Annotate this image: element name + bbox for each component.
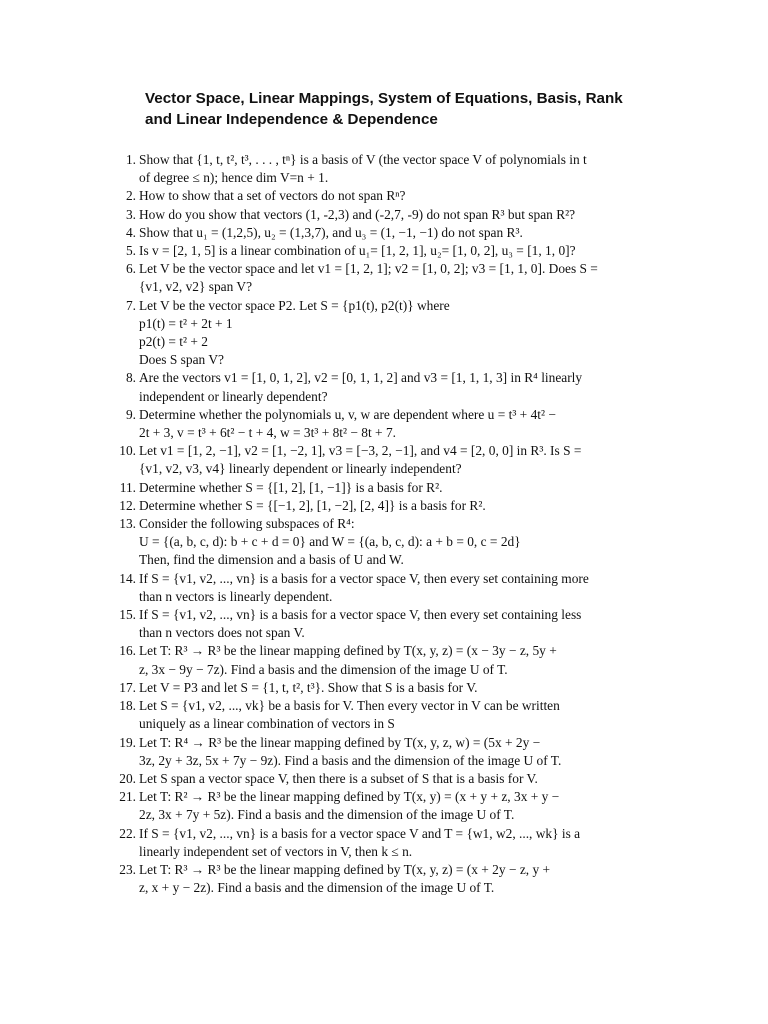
question-text-line: Let S = {v1, v2, ..., vk} be a basis for V. Then every vector in V can be written (139, 698, 560, 714)
title-line-1: Vector Space, Linear Mappings, System of Equations, Basis, Rank (145, 90, 623, 107)
question-number: 20. (119, 770, 136, 786)
question-text-line: Let V = P3 and let S = {1, t, t², t³}. Show that S is a basis for V. (139, 679, 478, 695)
question-item (114, 734, 678, 770)
question-item (114, 151, 678, 187)
question-text-line: Show that {1, t, t², t³, . . . , tⁿ} is a basis of V (the vector space V of polynomials in t (139, 152, 587, 167)
question-number: 2. (125, 188, 136, 204)
question-item (114, 187, 678, 205)
question-number: 7. (125, 297, 136, 313)
question-text-line: Let T: R² → R³ be the linear mapping defined by T(x, y) = (x + y + z, 3x + y − (139, 789, 560, 805)
question-item (114, 479, 678, 497)
question-text-line: 2t + 3, v = t³ + 6t² − t + 4, w = 3t³ + 8t² − 8t + 7. (139, 425, 396, 441)
question-item (114, 861, 678, 897)
question-text-line: p2(t) = t² + 2 (139, 334, 208, 350)
question-text-line: Let V be the vector space P2. Let S = {p1(t), p2(t)} where (139, 297, 450, 313)
question-text-line: Let S span a vector space V, then there is a subset of S that is a basis for V. (139, 770, 538, 786)
question-text-line: U = {(a, b, c, d): b + c + d = 0} and W = {(a, b, c, d): a + b = 0, c = 2d} (139, 534, 521, 550)
question-item (114, 297, 678, 370)
question-number: 11. (119, 479, 136, 495)
question-list (114, 151, 678, 897)
question-number: 10. (119, 443, 136, 459)
question-item (114, 825, 678, 861)
question-text-line: Let v1 = [1, 2, −1], v2 = [1, −2, 1], v3 = [−3, 2, −1], and v4 = [2, 0, 0] in R³. Is S = (139, 443, 582, 459)
question-item (114, 497, 678, 515)
question-number: 6. (125, 261, 136, 277)
question-item (114, 224, 678, 242)
question-number: 8. (125, 370, 136, 386)
question-text-line: Are the vectors v1 = [1, 0, 1, 2], v2 = [0, 1, 1, 2] and v3 = [1, 1, 1, 3] in R⁴ linearly (139, 370, 583, 386)
question-item (114, 642, 678, 678)
question-text-line: If S = {v1, v2, ..., vn} is a basis for a vector space V and T = {w1, w2, ..., wk} is a (139, 825, 581, 841)
question-text-line: uniquely as a linear combination of vectors in S (139, 716, 395, 732)
question-text-line: Does S span V? (139, 352, 224, 368)
question-item (114, 260, 678, 296)
question-number: 5. (125, 243, 136, 259)
question-text-line: z, 3x − 9y − 7z). Find a basis and the dimension of the image U of T. (139, 661, 508, 677)
question-item (114, 442, 678, 478)
question-number: 23. (119, 861, 136, 877)
question-item (114, 788, 678, 824)
question-text-line: Let T: R³ → R³ be the linear mapping defined by T(x, y, z) = (x − 3y − z, 5y + (139, 643, 557, 659)
question-text-line: Determine whether the polynomials u, v, w are dependent where u = t³ + 4t² − (139, 406, 556, 422)
question-text-line: 3z, 2y + 3z, 5x + 7y − 9z). Find a basis and the dimension of the image U of T. (139, 752, 562, 768)
question-text-line: Then, find the dimension and a basis of U and W. (139, 552, 404, 568)
question-text-line: Let T: R⁴ → R³ be the linear mapping defined by T(x, y, z, w) = (5x + 2y − (139, 734, 541, 750)
question-text-line: of degree ≤ n); hence dim V=n + 1. (139, 170, 329, 186)
question-text-line: Let V be the vector space and let v1 = [1, 2, 1]; v2 = [1, 0, 2]; v3 = [1, 1, 0]. Does S = (139, 261, 598, 277)
question-text-line: {v1, v2, v2} span V? (139, 279, 253, 295)
question-text-line: Consider the following subspaces of R⁴: (139, 516, 355, 532)
question-item (114, 242, 678, 260)
question-number: 3. (125, 206, 136, 222)
question-text-line: than n vectors is linearly dependent. (139, 588, 333, 604)
question-text-line: 2z, 3x + 7y + 5z). Find a basis and the dimension of the image U of T. (139, 807, 515, 823)
question-number: 13. (119, 516, 136, 532)
question-text-line: Show that u₁ = (1,2,5), u₂ = (1,3,7), and u₃ = (1, −1, −1) do not span R³. (139, 224, 523, 240)
question-number: 18. (119, 698, 136, 714)
question-number: 1. (125, 152, 136, 167)
question-text-line: If S = {v1, v2, ..., vn} is a basis for a vector space V, then every set containing less (139, 607, 582, 623)
question-item (114, 679, 678, 697)
question-text-line: p1(t) = t² + 2t + 1 (139, 315, 233, 331)
question-item (114, 606, 678, 642)
question-text-line: How do you show that vectors (1, -2,3) and (-2,7, -9) do not span R³ but span R²? (139, 206, 576, 222)
question-item (114, 406, 678, 442)
question-number: 4. (125, 224, 136, 240)
question-text-line: than n vectors does not span V. (139, 625, 305, 641)
question-text-line: z, x + y − 2z). Find a basis and the dimension of the image U of T. (139, 880, 495, 896)
question-text-line: linearly independent set of vectors in V, then k ≤ n. (139, 843, 413, 859)
document-title (145, 88, 678, 130)
question-number: 21. (119, 789, 136, 805)
question-text-line: Determine whether S = {[−1, 2], [1, −2], [2, 4]} is a basis for R². (139, 497, 486, 513)
question-item (114, 369, 678, 405)
question-number: 12. (119, 497, 136, 513)
question-text-line: {v1, v2, v3, v4} linearly dependent or linearly independent? (139, 461, 462, 477)
question-number: 17. (119, 679, 136, 695)
question-item (114, 697, 678, 733)
question-item (114, 515, 678, 570)
question-text-line: independent or linearly dependent? (139, 388, 328, 404)
question-number: 19. (119, 734, 136, 750)
question-number: 15. (119, 607, 136, 623)
question-number: 22. (119, 825, 136, 841)
question-text-line: Determine whether S = {[1, 2], [1, −1]} is a basis for R². (139, 479, 443, 495)
question-text-line: Let T: R³ → R³ be the linear mapping defined by T(x, y, z) = (x + 2y − z, y + (139, 861, 551, 877)
question-text-line: Is v = [2, 1, 5] is a linear combination of u₁= [1, 2, 1], u₂= [1, 0, 2], u₃ = [1, 1, 0]? (139, 243, 576, 259)
question-number: 14. (119, 570, 136, 586)
question-item (114, 570, 678, 606)
question-text-line: If S = {v1, v2, ..., vn} is a basis for a vector space V, then every set containing more (139, 570, 589, 586)
question-item (114, 770, 678, 788)
question-number: 16. (119, 643, 136, 659)
question-number: 9. (125, 406, 136, 422)
title-line-2: and Linear Independence & Dependence (145, 111, 438, 128)
question-item (114, 206, 678, 224)
question-text-line: How to show that a set of vectors do not span Rⁿ? (139, 188, 406, 204)
